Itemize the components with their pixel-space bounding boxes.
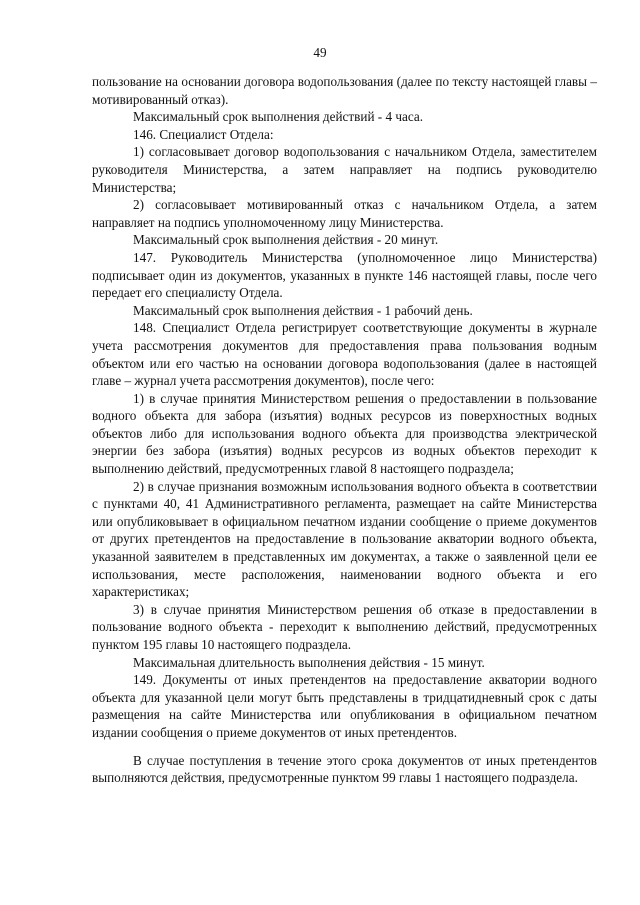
paragraph: 147. Руководитель Министерства (уполномоченное лицо Министерства) подписывает один из документов, указанных в пункте 146 настоящей главы, после чего передает его специалисту Отдела. [92,249,597,301]
paragraph: Максимальный срок выполнения действий - 4 часа. [133,109,424,125]
paragraph: Максимальный срок выполнения действия - 1 рабочий день. [133,302,473,318]
paragraph: пользование на основании договора водопользования (далее по тексту настоящей главы – мотивированный отказ). [92,74,597,107]
paragraph: 146. Специалист Отдела: [133,126,274,142]
paragraph: 149. Документы от иных претендентов на предоставление акватории водного объекта для указанной цели могут быть представлены в тридцатидневный срок с даты размещения на сайте Министерства или опубликования в официальном печатном издании сообщения о приеме документов от иных претендентов. [92,672,597,740]
paragraph: Максимальная длительность выполнения действия - 15 минут. [133,654,485,670]
paragraph: 148. Специалист Отдела регистрирует соответствующие документы в журнале учета рассмотрения документов для предоставления права пользования водным объектом или его частью на основании договора водопользования (далее в настоящей главе – журнал учета рассмотрения документов), после чего: [92,320,597,389]
document-body [92,73,597,787]
paragraph: 1) в случае принятия Министерством решения о предоставлении в пользование водного объекта для забора (изъятия) водных ресурсов из поверхностных водных объектов либо для использования водного объекта для производства электрической энергии без забора (изъятия) водных ресурсов из водных объектов переходит к выполнению действий, предусмотренных главой 8 настоящего подраздела; [92,390,597,477]
paragraph: В случае поступления в течение этого срока документов от иных претендентов выполняются действия, предусмотренные пунктом 99 главы 1 настоящего подраздела. [92,752,597,786]
paragraph: 3) в случае принятия Министерством решения об отказе в предоставлении в пользование водного объекта - переходит к выполнению действий, предусмотренных пунктом 195 главы 10 настоящего подраздела. [92,601,597,652]
paragraph: 1) согласовывает договор водопользования с начальником Отдела, заместителем руководителя Министерства, а затем направляет на подпись руководителю Министерства; [92,144,597,195]
paragraph: 2) согласовывает мотивированный отказ с начальником Отдела, а затем направляет на подпись уполномоченному лицу Министерства. [92,197,597,230]
paragraph: 2) в случае признания возможным использования водного объекта в соответствии с пунктами 40, 41 Административного регламента, размещает на сайте Министерства или опубликовывает в официальном печатном издании сообщение о приеме документов от других претендентов на предоставление в пользование акватории водного объекта, указанной заявителем в представленных им документах, а также о заявленной цели ее использования, месте расположения, наименовании водного объекта и его характеристиках; [92,478,597,600]
page-number: 49 [313,45,327,60]
paragraph: Максимальный срок выполнения действия - 20 минут. [133,232,439,248]
